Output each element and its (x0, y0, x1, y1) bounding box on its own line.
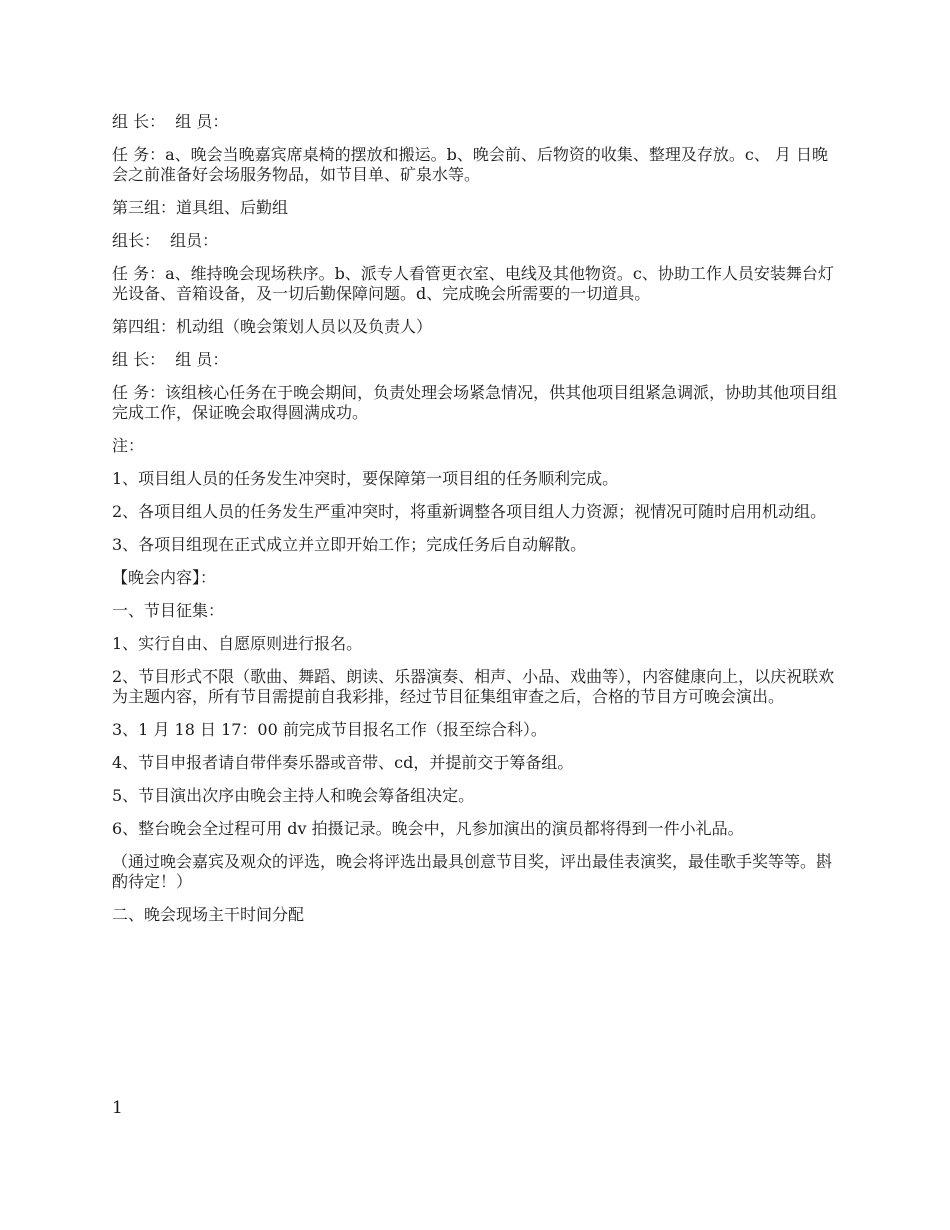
paragraph-group3-leaders: 组长： 组员： (112, 231, 219, 250)
paragraph-content-heading: 【晚会内容】： (112, 568, 217, 587)
paragraph-item-6: 6、整台晚会全过程可用 dv 拍摄记录。晚会中，凡参加演出的演员都将得到一件小礼品。 (112, 819, 744, 838)
paragraph-notes-heading: 注： (112, 436, 145, 455)
paragraph-group4-tasks: 任 务：该组核心任务在于晚会期间，负责处理会场紧急情况，供其他项目组紧急调派，协助其他项目组完成工作，保证晚会取得圆满成功。 (112, 383, 838, 422)
paragraph-item-4: 4、节目申报者请自带伴奏乐器或音带、cd，并提前交于筹备组。 (112, 753, 574, 772)
paragraph-item-1: 1、实行自由、自愿原则进行报名。 (112, 634, 363, 653)
paragraph-note-2: 2、各项目组人员的任务发生严重冲突时，将重新调整各项目组人力资源；视情况可随时启用机动组。 (112, 502, 827, 521)
paragraph-item-2: 2、节目形式不限（歌曲、舞蹈、朗读、乐器演奏、相声、小品、戏曲等），内容健康向上，以庆祝联欢为主题内容，所有节目需提前自我彩排，经过节目征集组审查之后，合格的节目方可晚会演出。 (112, 667, 835, 706)
document-body (112, 112, 842, 938)
paragraph-item-3: 3、1 月 18 日 17：00 前完成节目报名工作（报至综合科）。 (112, 720, 547, 739)
paragraph-note-3: 3、各项目组现在正式成立并立即开始工作；完成任务后自动解散。 (112, 535, 587, 554)
paragraph-note-1: 1、项目组人员的任务发生冲突时，要保障第一项目组的任务顺利完成。 (112, 469, 619, 488)
paragraph-group4-leaders: 组 长： 组 员： (112, 350, 229, 369)
paragraph-item-5: 5、节目演出次序由晚会主持人和晚会筹备组决定。 (112, 786, 475, 805)
paragraph-group4-heading: 第四组：机动组（晚会策划人员以及负责人） (112, 317, 433, 336)
page-number: 1 (112, 1098, 123, 1118)
paragraph-awards-note: （通过晚会嘉宾及观众的评选，晚会将评选出最具创意节目奖，评出最佳表演奖，最佳歌手奖等等。斟酌待定！） (112, 852, 833, 891)
paragraph-section-1-heading: 一、节目征集： (112, 601, 225, 620)
paragraph-group2-leaders: 组 长： 组 员： (112, 112, 229, 131)
paragraph-group3-tasks: 任 务：a、维持晚会现场秩序。b、派专人看管更衣室、电线及其他物资。c、协助工作人员安装舞台灯光设备、音箱设备，及一切后勤保障问题。d、完成晚会所需要的一切道具。 (112, 264, 834, 303)
paragraph-group3-heading: 第三组：道具组、后勤组 (112, 198, 289, 217)
paragraph-section-2-heading: 二、晚会现场主干时间分配 (112, 905, 305, 924)
paragraph-group2-tasks: 任 务：a、晚会当晚嘉宾席桌椅的摆放和搬运。b、晚会前、后物资的收集、整理及存放。c、 月 日晚会之前准备好会场服务物品，如节目单、矿泉水等。 (112, 145, 829, 184)
